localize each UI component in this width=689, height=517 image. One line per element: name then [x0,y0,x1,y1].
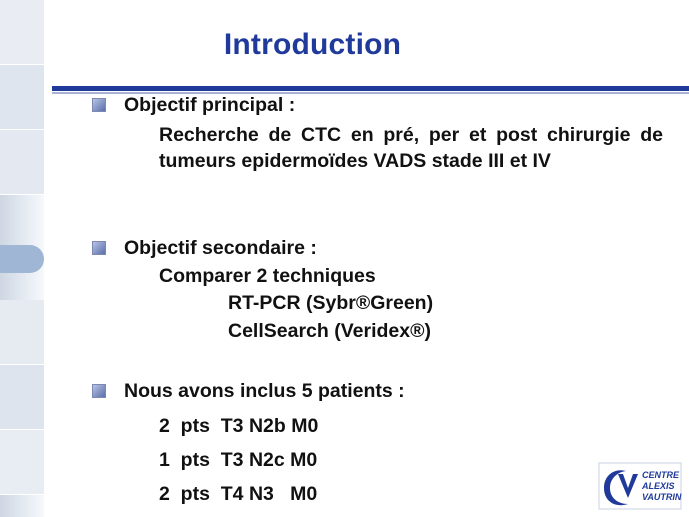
strip-tile [0,130,44,195]
centre-logo [598,462,682,510]
slide-title: Introduction [223,28,402,61]
logo-text-3: VAUTRIN [642,492,682,502]
section-body: Recherche de CTC en pré, per et post chirurgie de tumeurs epidermoïdes VADS stade III et IV [159,124,663,172]
section-heading: Objectif principal : [124,94,296,116]
section-heading: Objectif secondaire : [124,237,317,259]
section-heading: Nous avons inclus 5 patients : [124,380,405,402]
strip-tile [0,65,44,130]
bullet-icon [92,384,106,398]
bullet-icon [92,241,106,255]
left-decoration [0,0,44,517]
section-line: RT-PCR (Sybr®Green) [228,292,434,314]
logo-text-1: CENTRE [642,470,680,480]
strip-wave [0,245,44,273]
bullet-icon [92,98,106,112]
strip-tile [0,430,44,495]
strip-tile [0,300,44,365]
patient-line: 1 pts T3 N2c M0 [159,449,318,471]
section-line: CellSearch (Veridex®) [228,320,431,342]
section-line: Comparer 2 techniques [159,265,376,287]
strip-tile [0,365,44,430]
logo-text-2: ALEXIS [642,481,675,491]
patient-line: 2 pts T3 N2b M0 [159,415,319,437]
patient-line: 2 pts T4 N3 M0 [159,483,318,505]
title-rule [52,86,689,91]
